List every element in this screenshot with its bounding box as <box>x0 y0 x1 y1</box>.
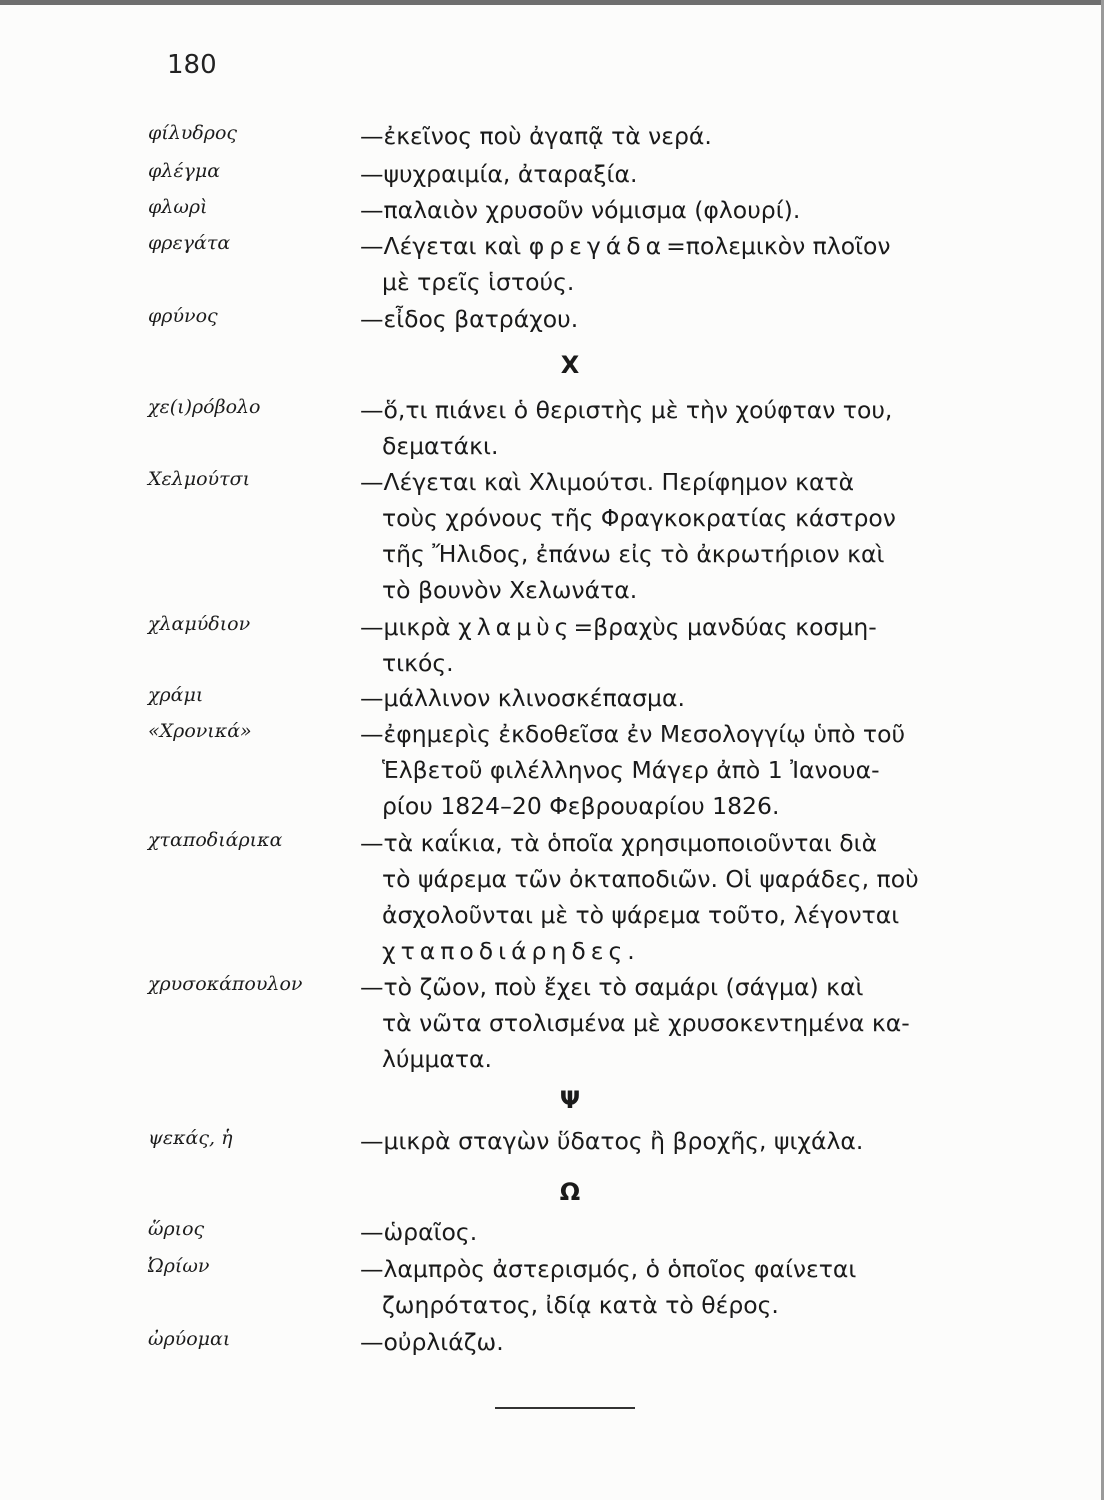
definition-line: Ἑλβετοῦ φιλέλληνος Μάγερ ἀπὸ 1 Ἰανουα- <box>382 756 880 784</box>
definition-line: τοὺς χρόνους τῆς Φραγκοκρατίας κάστρον <box>382 504 896 532</box>
letter-heading-omega: Ω <box>559 1178 581 1206</box>
definition-line: τὰ νῶτα στολισμένα μὲ χρυσοκεντημένα κα- <box>382 1009 910 1037</box>
page-number: 180 <box>167 50 217 80</box>
headword: Ὠρίων <box>148 1255 210 1277</box>
definition-line: —τὰ καΐκια, τὰ ὁποῖα χρησιμοποιοῦνται διὰ <box>360 829 878 857</box>
definition-line: ζωηρότατος, ἰδίᾳ κατὰ τὸ θέρος. <box>382 1291 779 1319</box>
definition-line: —ἐφημερὶς ἐκδοθεῖσα ἐν Μεσολογγίῳ ὑπὸ τοῦ <box>360 720 906 748</box>
definition-line: —μάλλινον κλινοσκέπασμα. <box>360 684 685 712</box>
definition <box>360 716 1030 824</box>
definition-text: =πολεμικὸν πλοῖον <box>666 232 891 260</box>
definition-text: =βραχὺς μανδύας κοσμη- <box>573 613 877 641</box>
headword: Χελμούτσι <box>148 468 251 490</box>
headword: φρύνος <box>148 305 218 327</box>
definition-line: τὸ ψάρεμα τῶν ὀκταποδιῶν. Οἱ ψαράδες, ποὺ <box>382 865 919 893</box>
headword: χε(ι)ρόβολο <box>148 396 261 418</box>
definition <box>360 192 1030 228</box>
definition-line: μὲ τρεῖς ἱστούς. <box>382 268 575 296</box>
definition-line: —τὸ ζῶον, ποὺ ἔχει τὸ σαμάρι (σάγμα) καὶ <box>360 973 864 1001</box>
headword: χράμι <box>148 684 204 706</box>
definition-line: λύμματα. <box>382 1045 493 1073</box>
definition-line: χταποδιάρηδες. <box>382 937 640 965</box>
definition <box>360 1324 1030 1360</box>
definition-line <box>360 609 1030 645</box>
definition <box>360 156 1030 192</box>
definition <box>360 228 1030 300</box>
definition <box>360 825 1030 969</box>
definition-line: ἀσχολοῦνται μὲ τὸ ψάρεμα τοῦτο, λέγονται <box>382 901 900 929</box>
headword: χλαμύδιον <box>148 613 251 635</box>
definition-line: ρίου 1824–20 Φεβρουαρίου 1826. <box>382 792 780 820</box>
headword: φλέγμα <box>148 160 221 182</box>
definition-line: —παλαιὸν χρυσοῦν νόμισμα (φλουρί). <box>360 196 801 224</box>
definition-line: —ὅ,τι πιάνει ὁ θεριστὴς μὲ τὴν χούφταν του, <box>360 396 893 424</box>
definition <box>360 1214 1030 1250</box>
definition-line: τῆς Ἤλιδος, ἐπάνω εἰς τὸ ἀκρωτήριον καὶ <box>382 540 885 568</box>
headword: ψεκάς, ἡ <box>148 1127 233 1149</box>
definition-line: τὸ βουνὸν Χελωνάτα. <box>382 576 638 604</box>
definition <box>360 392 1030 464</box>
definition-line: —ψυχραιμία, ἀταραξία. <box>360 160 638 188</box>
letter-heading-chi: X <box>560 351 580 379</box>
definition <box>360 609 1030 681</box>
headword: ὥριος <box>148 1218 205 1240</box>
definition-line: —ὡραῖος. <box>360 1218 478 1246</box>
definition <box>360 118 1030 154</box>
headword: φλωρὶ <box>148 196 208 218</box>
definition <box>360 301 1030 337</box>
definition-line: —Λέγεται καὶ Χλιμούτσι. Περίφημον κατὰ <box>360 468 855 496</box>
definition <box>360 680 1030 716</box>
definition-text: —μικρὰ <box>360 613 459 641</box>
spaced-term: χλαμὺς <box>458 613 574 641</box>
definition-line: —μικρὰ σταγὼν ὕδατος ἢ βροχῆς, ψιχάλα. <box>360 1127 864 1155</box>
definition <box>360 969 1030 1077</box>
headword: ὠρύομαι <box>148 1328 231 1350</box>
definition-line: —οὐρλιάζω. <box>360 1328 504 1356</box>
definition <box>360 464 1030 608</box>
definition-line: τικός. <box>382 649 454 677</box>
headword: φρεγάτα <box>148 232 231 254</box>
definition-line: δεματάκι. <box>382 432 499 460</box>
headword: «Χρονικά» <box>148 720 252 742</box>
definition <box>360 1251 1030 1323</box>
spaced-term: φρεγάδα <box>528 232 667 260</box>
letter-heading-psi: Ψ <box>559 1086 581 1114</box>
definition-line: —ἐκεῖνος ποὺ ἀγαπᾷ τὰ νερά. <box>360 122 712 150</box>
definition-text: —Λέγεται καὶ <box>360 232 529 260</box>
definition-line: —λαμπρὸς ἀστερισμός, ὁ ὁποῖος φαίνεται <box>360 1255 857 1283</box>
headword: χρυσοκάπουλον <box>148 973 303 995</box>
end-of-section-rule <box>495 1407 635 1409</box>
definition <box>360 1123 1030 1159</box>
definition-line <box>360 228 1030 264</box>
definition-line: —εἶδος βατράχου. <box>360 305 579 333</box>
headword: χταποδιάρικα <box>148 829 283 851</box>
headword: φίλυδρος <box>148 122 238 144</box>
